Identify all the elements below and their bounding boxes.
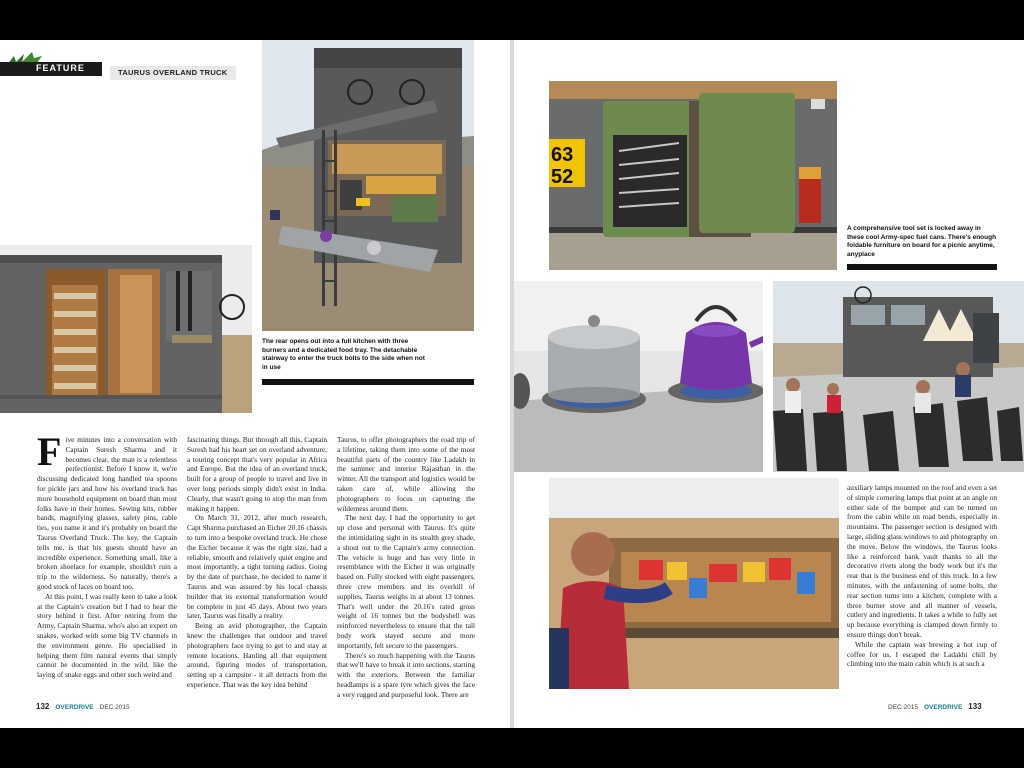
paragraph: At this point, I was really keen to take a look at the Captain's creation but I had to hear the story behind it first. After retiring from the Army, Captain Sharma, who's also an expert on snakes, worked with some big TV channels in the environment genre. He specialised in helping them film natural events that simply cannot be documented in the wild, like the laying of snake eggs and other such weird and (37, 591, 177, 680)
caption-kitchen: The rear opens out into a full kitchen with three burners and a dedicated food tray. The detachable stairway to enter the truck bolts to the side when not in use (262, 338, 425, 371)
article-column-3 (337, 435, 475, 700)
magazine-brand: OVERDRIVE (924, 704, 963, 711)
issue-date: DEC 2015 (888, 704, 918, 711)
folio-right (888, 702, 982, 711)
article-column-4 (847, 483, 997, 669)
caption-toolset: A comprehensive tool set is locked away in these cool Army-spec fuel cans. There's enough foldable furniture on board for a picnic anytime, anyplace (847, 225, 997, 258)
section-tag: TAURUS OVERLAND TRUCK (110, 66, 236, 80)
bottom-letterbox (0, 728, 1024, 768)
article-column-1 (37, 429, 177, 680)
paragraph: ive minutes into a conversation with Captain Suresh Sharma and it becomes clear, the man is a relentless perfectionist. Before I know it, we're discussing dedicated long handled tea spoons for pickle jars and how his overland truck has more household equipment on board than most folks have in their homes. Sewing kits, rubber bands, magnifying glasses, safety pins, cable ties, you name it and it's probably on board the Taurus Overland Truck. The key, the Captain tells me, is that his guests should have an incredible experience. Something small, like a broken shoelace for example, shouldn't ruin a trip to the wilderness. So naturally, there's a good stock of laces on board too. (37, 435, 177, 591)
photo-fuel-cans-toolset (549, 81, 837, 270)
paragraph: The next day, I had the opportunity to get up close and personal with Taurus. It's quite the intimidating sight in its stealth grey shade, a shout out to the Captain's army connection. The vehicle is huge and has very little in resemblance with the Eicher it was originally based on. Fully stocked with eight passengers, three crew members and its overkill of supplies, Taurus weighs in at about 13 tonnes. That's well under the 20.16's rated gross weight of 16 tonnes but the bodyshell was reinforced nevertheless to ensure that the tall body work stayed secure and more importantly, felt secure to the passengers. (337, 513, 475, 650)
issue-date: DEC 2015 (99, 704, 130, 711)
photo-captain-food-tray (549, 478, 839, 689)
paragraph: fascinating things. But through all this, Captain Suresh had his heart set on overland adventure, a touring concept that's very popular in Africa and Europe. But the idea of an overland truck, built for a group of people to travel and live in over long periods simply didn't exist in India. Clearly, that wasn't going to stop the man from making it happen. (187, 435, 327, 513)
photo-stove-kettle (514, 281, 763, 472)
caption-rule (262, 379, 474, 385)
magazine-brand: OVERDRIVE (55, 704, 94, 711)
photo-truck-side-stairway (0, 245, 252, 413)
top-letterbox (0, 0, 1024, 40)
left-page (0, 40, 510, 728)
photo-picnic-group (773, 281, 1024, 472)
page-number: 132 (36, 702, 50, 711)
paragraph: While the captain was brewing a hot cup of coffee for us, I escaped the Ladakhi chill by climbing into the main cabin which is at such a (847, 639, 997, 669)
paragraph: Taurus, to offer photographers the road trip of a lifetime, taking them into some of the most beautiful parts of the country like Ladakh in the summer and interior Rajasthan in the winter. All the transport and logistics would be taken care of, while allowing the photographers to focus on capturing the wilderness around them. (337, 435, 475, 513)
page-number: 133 (968, 702, 982, 711)
paragraph: There's so much happening with the Taurus that we'll have to break it into sections, starting with the exteriors. Between the familiar headlamps is a spare tyre which gives the face a very rugged and purposeful look. There are (337, 650, 475, 699)
paragraph: auxiliary lamps mounted on the roof and even a set of simple cornering lamps that point at an angle on either side of the bumper and can be turned on from the cabin while on road bends, especially in mountains. The passenger section is designed with large, sliding glass windows to aid photography on the move. Below the windows, the Taurus looks like a reinforced bank vault thanks to all the decorative rivets along the body work but it's the rear that is the business end of this truck. In a few minutes, with the unfastening of some bolts, the rear section turns into a kitchen, complete with a three burner stove and all manner of vessels, cutlery and ingredients. It takes a while to fully set up because everything is clamped down firmly to ensure things don't break. (847, 483, 997, 639)
paragraph: On March 31, 2012, after much research, Capt Sharma purchased an Eicher 20.16 chassis to turn into a bespoke overland truck. He chose the Eicher because it was the right size, had a reliable, smooth and relatively quiet engine and most importantly, a tight turning radius. Going by the date of purchase, he decided to name it Taurus and was assured by his local chassis builder that its external transformation would be complete in just 45 days. About two years later, Taurus was finally a reality. (187, 513, 327, 621)
right-page (514, 40, 1024, 728)
caption-rule (847, 264, 997, 270)
plate-line-1: 63 (551, 144, 574, 166)
folio-left (36, 702, 130, 711)
photo-rear-kitchen (262, 40, 474, 331)
plate-line-2: 52 (551, 166, 574, 188)
paragraph: Being an avid photographer, the Captain knew the challenges that outdoor and travel photographers face trying to get to and stay at remote locations. Hauling all that equipment around, figuring modes of transportation, setting up a campsite - it all detracts from the experience. That was the key idea behind (187, 621, 327, 689)
dropcap: F (37, 429, 62, 474)
article-column-2 (187, 435, 327, 690)
feature-label: FEATURE (36, 63, 85, 73)
